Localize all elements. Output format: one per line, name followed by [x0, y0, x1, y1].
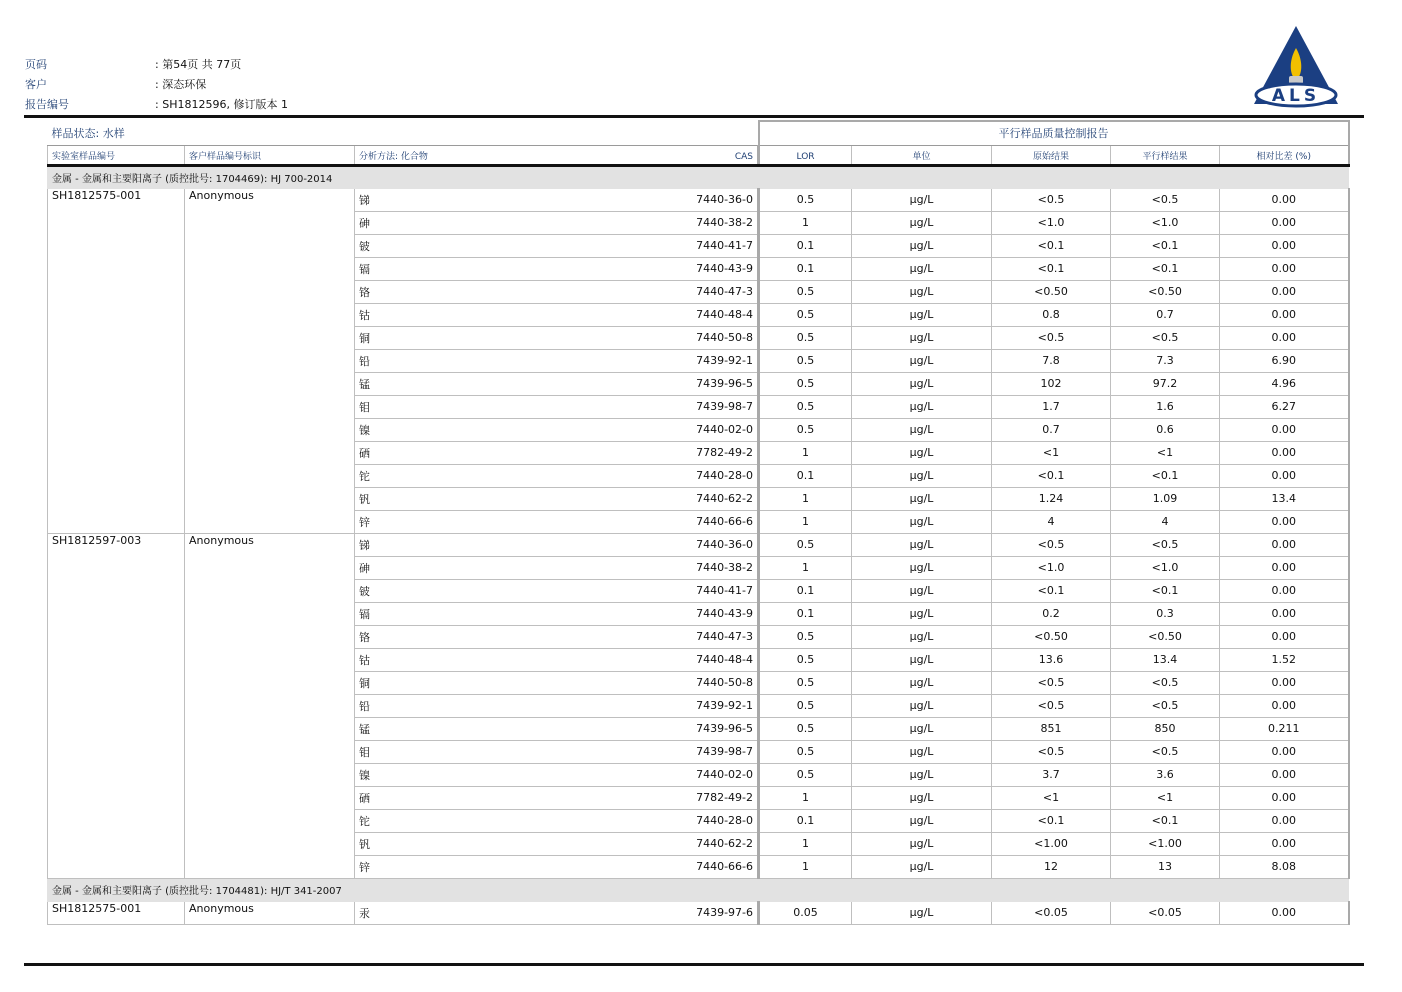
footer-divider [24, 963, 1364, 966]
original-result-cell: <1.0 [992, 211, 1111, 234]
duplicate-result-cell: <0.1 [1111, 809, 1220, 832]
cas-cell: 7439-92-1 [625, 694, 759, 717]
unit-cell: μg/L [852, 395, 992, 418]
logo-text: ALS [1271, 86, 1321, 106]
unit-cell: μg/L [852, 648, 992, 671]
duplicate-result-cell: 3.6 [1111, 763, 1220, 786]
rpd-cell: 0.00 [1220, 671, 1349, 694]
lor-cell: 1 [759, 510, 852, 533]
unit-cell: μg/L [852, 257, 992, 280]
duplicate-result-cell: <1.0 [1111, 556, 1220, 579]
compound-cell: 钼 [355, 395, 625, 418]
compound-cell: 钒 [355, 832, 625, 855]
cas-cell: 7440-47-3 [625, 280, 759, 303]
unit-cell: μg/L [852, 211, 992, 234]
compound-cell: 铅 [355, 694, 625, 717]
original-result-cell: 12 [992, 855, 1111, 878]
rpd-cell: 0.00 [1220, 809, 1349, 832]
unit-cell: μg/L [852, 234, 992, 257]
compound-cell: 锌 [355, 855, 625, 878]
cas-cell: 7440-47-3 [625, 625, 759, 648]
rpd-cell: 6.27 [1220, 395, 1349, 418]
original-result-cell: <0.5 [992, 188, 1111, 211]
report-header [25, 55, 288, 115]
original-result-cell: 851 [992, 717, 1111, 740]
duplicate-result-cell: 13.4 [1111, 648, 1220, 671]
rpd-cell: 0.00 [1220, 832, 1349, 855]
rpd-cell: 0.00 [1220, 786, 1349, 809]
cas-cell: 7440-02-0 [625, 763, 759, 786]
lor-cell: 1 [759, 211, 852, 234]
cas-cell: 7440-02-0 [625, 418, 759, 441]
original-result-cell: <0.1 [992, 234, 1111, 257]
cas-cell: 7440-62-2 [625, 487, 759, 510]
client-sample-id: Anonymous [185, 901, 355, 924]
col-unit: 单位 [852, 145, 992, 165]
lor-cell: 0.5 [759, 326, 852, 349]
compound-cell: 镍 [355, 763, 625, 786]
lor-cell: 0.5 [759, 694, 852, 717]
duplicate-result-cell: <0.5 [1111, 326, 1220, 349]
rpd-cell: 0.00 [1220, 602, 1349, 625]
rpd-cell: 0.00 [1220, 211, 1349, 234]
compound-cell: 钴 [355, 648, 625, 671]
unit-cell: μg/L [852, 602, 992, 625]
duplicate-result-cell: <0.5 [1111, 694, 1220, 717]
original-result-cell: <1.0 [992, 556, 1111, 579]
lor-cell: 0.1 [759, 257, 852, 280]
compound-cell: 硒 [355, 786, 625, 809]
cas-cell: 7439-96-5 [625, 372, 759, 395]
rpd-cell: 0.00 [1220, 510, 1349, 533]
cas-cell: 7440-38-2 [625, 556, 759, 579]
unit-cell: μg/L [852, 740, 992, 763]
cas-cell: 7440-48-4 [625, 648, 759, 671]
duplicate-result-cell: <0.50 [1111, 625, 1220, 648]
rpd-cell: 0.00 [1220, 464, 1349, 487]
original-result-cell: <0.50 [992, 280, 1111, 303]
lab-sample-id: SH1812597-003 [48, 533, 185, 878]
duplicate-result-cell: <1.00 [1111, 832, 1220, 855]
lor-cell: 0.5 [759, 648, 852, 671]
cas-cell: 7782-49-2 [625, 786, 759, 809]
unit-cell: μg/L [852, 372, 992, 395]
method-group-row [48, 165, 1349, 188]
lab-sample-id: SH1812575-001 [48, 188, 185, 533]
original-result-cell: 3.7 [992, 763, 1111, 786]
rpd-cell: 6.90 [1220, 349, 1349, 372]
lor-cell: 1 [759, 786, 852, 809]
unit-cell: μg/L [852, 625, 992, 648]
compound-cell: 砷 [355, 556, 625, 579]
lor-cell: 0.1 [759, 809, 852, 832]
compound-cell: 铍 [355, 579, 625, 602]
page-value: : 第54页 共 77页 [155, 58, 242, 71]
table-row [48, 188, 1349, 211]
rpd-cell: 0.00 [1220, 418, 1349, 441]
col-duplicate: 平行样结果 [1111, 145, 1220, 165]
unit-cell: μg/L [852, 717, 992, 740]
rpd-cell: 0.00 [1220, 694, 1349, 717]
compound-cell: 锰 [355, 372, 625, 395]
unit-cell: μg/L [852, 832, 992, 855]
unit-cell: μg/L [852, 349, 992, 372]
client-value: : 深态环保 [155, 78, 207, 91]
duplicate-result-cell: <0.5 [1111, 533, 1220, 556]
col-lor: LOR [759, 145, 852, 165]
lor-cell: 0.5 [759, 372, 852, 395]
unit-cell: μg/L [852, 487, 992, 510]
method-group-row [48, 878, 1349, 901]
duplicate-result-cell: 1.6 [1111, 395, 1220, 418]
compound-cell: 锌 [355, 510, 625, 533]
duplicate-result-cell: <0.5 [1111, 188, 1220, 211]
col-rpd: 相对比差 (%) [1220, 145, 1349, 165]
original-result-cell: <0.1 [992, 809, 1111, 832]
duplicate-result-cell: 4 [1111, 510, 1220, 533]
lor-cell: 0.05 [759, 901, 852, 924]
original-result-cell: <0.5 [992, 671, 1111, 694]
original-result-cell: <1 [992, 786, 1111, 809]
lor-cell: 0.1 [759, 602, 852, 625]
original-result-cell: <1 [992, 441, 1111, 464]
cas-cell: 7440-41-7 [625, 234, 759, 257]
client-row [25, 75, 207, 95]
cas-cell: 7439-96-5 [625, 717, 759, 740]
compound-cell: 铍 [355, 234, 625, 257]
unit-cell: μg/L [852, 671, 992, 694]
original-result-cell: 7.8 [992, 349, 1111, 372]
lor-cell: 0.1 [759, 464, 852, 487]
client-sample-id: Anonymous [185, 533, 355, 878]
col-cas: CAS [625, 145, 759, 165]
header-divider [24, 115, 1364, 118]
cas-cell: 7440-66-6 [625, 855, 759, 878]
duplicate-result-cell: 850 [1111, 717, 1220, 740]
rpd-cell: 0.00 [1220, 234, 1349, 257]
rpd-cell: 0.00 [1220, 533, 1349, 556]
cas-cell: 7440-66-6 [625, 510, 759, 533]
cas-cell: 7439-92-1 [625, 349, 759, 372]
duplicate-result-cell: <0.1 [1111, 257, 1220, 280]
rpd-cell: 0.00 [1220, 740, 1349, 763]
page-row [25, 55, 242, 75]
rpd-cell: 0.00 [1220, 257, 1349, 280]
compound-cell: 铅 [355, 349, 625, 372]
compound-cell: 锑 [355, 188, 625, 211]
method-group-title: 金属 - 金属和主要阳离子 (质控批号: 1704481): HJ/T 341-2007 [48, 878, 1349, 901]
unit-cell: μg/L [852, 464, 992, 487]
column-header-row [48, 145, 1349, 165]
duplicate-result-cell: 97.2 [1111, 372, 1220, 395]
unit-cell: μg/L [852, 855, 992, 878]
lor-cell: 0.1 [759, 579, 852, 602]
rpd-cell: 0.00 [1220, 625, 1349, 648]
unit-cell: μg/L [852, 556, 992, 579]
original-result-cell: 0.2 [992, 602, 1111, 625]
original-result-cell: <0.5 [992, 533, 1111, 556]
cas-cell: 7440-48-4 [625, 303, 759, 326]
unit-cell: μg/L [852, 786, 992, 809]
duplicate-result-cell: <1 [1111, 441, 1220, 464]
compound-cell: 铜 [355, 671, 625, 694]
original-result-cell: 0.8 [992, 303, 1111, 326]
unit-cell: μg/L [852, 901, 992, 924]
duplicate-result-cell: <1.0 [1111, 211, 1220, 234]
qc-report-title: 平行样品质量控制报告 [759, 121, 1349, 145]
original-result-cell: <0.5 [992, 740, 1111, 763]
lor-cell: 0.5 [759, 533, 852, 556]
duplicate-result-cell: 0.6 [1111, 418, 1220, 441]
unit-cell: μg/L [852, 763, 992, 786]
cas-cell: 7439-98-7 [625, 395, 759, 418]
client-label: 客户 [25, 78, 47, 91]
col-method: 分析方法: 化合物 [355, 145, 625, 165]
unit-cell: μg/L [852, 441, 992, 464]
duplicate-result-cell: <1 [1111, 786, 1220, 809]
lor-cell: 1 [759, 556, 852, 579]
page-label: 页码 [25, 58, 47, 71]
duplicate-result-cell: 0.7 [1111, 303, 1220, 326]
lor-cell: 0.5 [759, 349, 852, 372]
duplicate-result-cell: <0.50 [1111, 280, 1220, 303]
cas-cell: 7440-38-2 [625, 211, 759, 234]
cas-cell: 7439-97-6 [625, 901, 759, 924]
lor-cell: 1 [759, 487, 852, 510]
original-result-cell: <1.00 [992, 832, 1111, 855]
original-result-cell: <0.5 [992, 326, 1111, 349]
method-group-title: 金属 - 金属和主要阳离子 (质控批号: 1704469): HJ 700-2014 [48, 165, 1349, 188]
rpd-cell: 0.00 [1220, 901, 1349, 924]
original-result-cell: 13.6 [992, 648, 1111, 671]
col-client-id: 客户样品编号标识 [185, 145, 355, 165]
report-number-row [25, 95, 288, 115]
lor-cell: 1 [759, 441, 852, 464]
rpd-cell: 0.00 [1220, 303, 1349, 326]
unit-cell: μg/L [852, 326, 992, 349]
lor-cell: 1 [759, 832, 852, 855]
original-result-cell: <0.1 [992, 579, 1111, 602]
client-sample-id: Anonymous [185, 188, 355, 533]
compound-cell: 硒 [355, 441, 625, 464]
lab-sample-id: SH1812575-001 [48, 901, 185, 924]
compound-cell: 砷 [355, 211, 625, 234]
cas-cell: 7440-62-2 [625, 832, 759, 855]
rpd-cell: 0.00 [1220, 441, 1349, 464]
duplicate-result-cell: <0.5 [1111, 740, 1220, 763]
compound-cell: 镉 [355, 602, 625, 625]
unit-cell: μg/L [852, 188, 992, 211]
duplicate-result-cell: 1.09 [1111, 487, 1220, 510]
rpd-cell: 0.00 [1220, 280, 1349, 303]
original-result-cell: 1.7 [992, 395, 1111, 418]
compound-cell: 钼 [355, 740, 625, 763]
compound-cell: 镍 [355, 418, 625, 441]
rpd-cell: 13.4 [1220, 487, 1349, 510]
col-lab-id: 实验室样品编号 [48, 145, 185, 165]
cas-cell: 7440-41-7 [625, 579, 759, 602]
lor-cell: 0.5 [759, 763, 852, 786]
original-result-cell: <0.05 [992, 901, 1111, 924]
lor-cell: 0.5 [759, 188, 852, 211]
status-row [48, 121, 1349, 145]
unit-cell: μg/L [852, 303, 992, 326]
compound-cell: 锑 [355, 533, 625, 556]
duplicate-result-cell: <0.1 [1111, 464, 1220, 487]
unit-cell: μg/L [852, 510, 992, 533]
cas-cell: 7440-36-0 [625, 533, 759, 556]
original-result-cell: <0.1 [992, 464, 1111, 487]
cas-cell: 7440-43-9 [625, 257, 759, 280]
report-number-label: 报告编号 [25, 98, 69, 111]
report-number-value: : SH1812596, 修订版本 1 [155, 98, 288, 111]
rpd-cell: 0.00 [1220, 326, 1349, 349]
rpd-cell: 0.00 [1220, 556, 1349, 579]
original-result-cell: 0.7 [992, 418, 1111, 441]
duplicate-result-cell: <0.1 [1111, 579, 1220, 602]
compound-cell: 镉 [355, 257, 625, 280]
duplicate-result-cell: <0.1 [1111, 234, 1220, 257]
duplicate-result-cell: 7.3 [1111, 349, 1220, 372]
compound-cell: 铊 [355, 809, 625, 832]
cas-cell: 7440-36-0 [625, 188, 759, 211]
original-result-cell: <0.5 [992, 694, 1111, 717]
table-row [48, 901, 1349, 924]
lor-cell: 0.5 [759, 671, 852, 694]
original-result-cell: <0.1 [992, 257, 1111, 280]
duplicate-result-cell: 0.3 [1111, 602, 1220, 625]
unit-cell: μg/L [852, 280, 992, 303]
lor-cell: 1 [759, 855, 852, 878]
lor-cell: 0.5 [759, 303, 852, 326]
original-result-cell: 102 [992, 372, 1111, 395]
lor-cell: 0.5 [759, 280, 852, 303]
rpd-cell: 0.00 [1220, 188, 1349, 211]
duplicate-result-cell: <0.5 [1111, 671, 1220, 694]
sample-status: 样品状态: 水样 [48, 121, 759, 145]
unit-cell: μg/L [852, 694, 992, 717]
compound-cell: 铊 [355, 464, 625, 487]
table-row [48, 533, 1349, 556]
compound-cell: 铬 [355, 280, 625, 303]
original-result-cell: 1.24 [992, 487, 1111, 510]
lor-cell: 0.5 [759, 625, 852, 648]
cas-cell: 7440-28-0 [625, 464, 759, 487]
cas-cell: 7440-43-9 [625, 602, 759, 625]
rpd-cell: 0.00 [1220, 763, 1349, 786]
qc-duplicate-table [47, 120, 1350, 925]
compound-cell: 铜 [355, 326, 625, 349]
cas-cell: 7440-50-8 [625, 671, 759, 694]
cas-cell: 7439-98-7 [625, 740, 759, 763]
als-logo [1252, 24, 1340, 108]
rpd-cell: 8.08 [1220, 855, 1349, 878]
col-original: 原始结果 [992, 145, 1111, 165]
rpd-cell: 1.52 [1220, 648, 1349, 671]
rpd-cell: 4.96 [1220, 372, 1349, 395]
compound-cell: 钴 [355, 303, 625, 326]
original-result-cell: 4 [992, 510, 1111, 533]
lor-cell: 0.5 [759, 740, 852, 763]
duplicate-result-cell: <0.05 [1111, 901, 1220, 924]
lor-cell: 0.5 [759, 418, 852, 441]
rpd-cell: 0.00 [1220, 579, 1349, 602]
compound-cell: 汞 [355, 901, 625, 924]
compound-cell: 铬 [355, 625, 625, 648]
cas-cell: 7782-49-2 [625, 441, 759, 464]
cas-cell: 7440-50-8 [625, 326, 759, 349]
duplicate-result-cell: 13 [1111, 855, 1220, 878]
compound-cell: 锰 [355, 717, 625, 740]
lor-cell: 0.1 [759, 234, 852, 257]
cas-cell: 7440-28-0 [625, 809, 759, 832]
lor-cell: 0.5 [759, 717, 852, 740]
lor-cell: 0.5 [759, 395, 852, 418]
unit-cell: μg/L [852, 579, 992, 602]
unit-cell: μg/L [852, 533, 992, 556]
unit-cell: μg/L [852, 809, 992, 832]
unit-cell: μg/L [852, 418, 992, 441]
compound-cell: 钒 [355, 487, 625, 510]
rpd-cell: 0.211 [1220, 717, 1349, 740]
original-result-cell: <0.50 [992, 625, 1111, 648]
